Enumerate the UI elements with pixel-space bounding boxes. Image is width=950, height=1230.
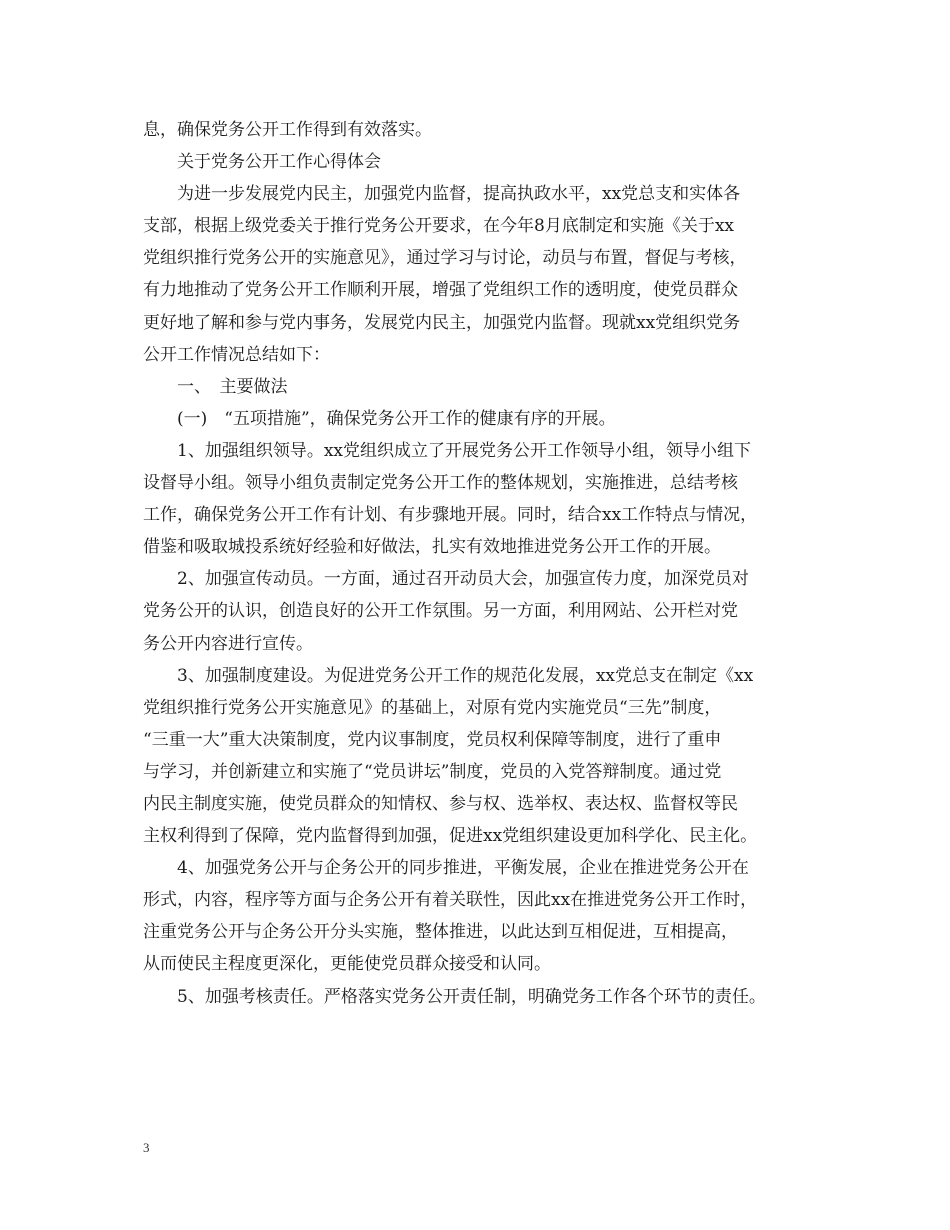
section-title: 关于党务公开工作心得体会 [143, 152, 381, 173]
text-line: 内民主制度实施，使党员群众的知情权、参与权、选举权、表达权、监督权等民 [143, 793, 738, 814]
text-line: “三重一大”重大决策制度，党内议事制度，党员权利保障等制度，进行了重申 [143, 729, 722, 750]
text-line: 为进一步发展党内民主，加强党内监督，提高执政水平，xx党总支和实体各 [143, 184, 741, 205]
text-line: 工作，确保党务公开工作有计划、有步骤地开展。同时，结合xx工作特点与情况， [143, 505, 758, 526]
section-heading: 一、 主要做法 [143, 376, 288, 397]
text-line: 4、加强党务公开与企务公开的同步推进，平衡发展，企业在推进党务公开在 [143, 858, 749, 879]
page-number: 3 [143, 1140, 150, 1155]
text-line: 党组织推行党务公开实施意见》的基础上，对原有党内实施党员“三先”制度， [143, 697, 722, 718]
text-line: 息，确保党务公开工作得到有效落实。 [143, 120, 432, 140]
text-line: 从而使民主程度更深化，更能使党员群众接受和认同。 [143, 954, 551, 975]
text-line: 设督导小组。领导小组负责制定党务公开工作的整体规划，实施推进，总结考核 [143, 473, 738, 494]
text-line: 注重党务公开与企务公开分头实施，整体推进，以此达到互相促进，互相提高， [143, 922, 738, 943]
text-line: 主权利得到了保障，党内监督得到加强，促进xx党组织建设更加科学化、民主化。 [143, 826, 758, 847]
text-line: 1、加强组织领导。xx党组织成立了开展党务公开工作领导小组，领导小组下 [143, 440, 751, 461]
text-line: 更好地了解和参与党内事务，发展党内民主，加强党内监督。现就xx党组织党务 [143, 312, 741, 333]
text-line: 2、加强宣传动员。一方面，通过召开动员大会，加强宣传力度，加深党员对 [143, 569, 749, 590]
text-line: 务公开内容进行宣传。 [143, 633, 313, 654]
text-line: 有力地推动了党务公开工作顺利开展，增强了党组织工作的透明度，使党员群众 [143, 280, 738, 301]
text-line: 党组织推行党务公开的实施意见》，通过学习与讨论，动员与布置，督促与考核， [143, 248, 747, 269]
text-line: 党务公开的认识，创造良好的公开工作氛围。另一方面，利用网站、公开栏对党 [143, 601, 738, 622]
subsection-heading: (一) “五项措施”，确保党务公开工作的健康有序的开展。 [143, 408, 616, 429]
text-line: 形式，内容，程序等方面与企务公开有着关联性，因此xx在推进党务公开工作时， [143, 890, 758, 911]
text-line: 5、加强考核责任。严格落实党务公开责任制，明确党务工作各个环节的责任。 [143, 986, 766, 1007]
text-line: 3、加强制度建设。为促进党务公开工作的规范化发展，xx党总支在制定《xx [143, 665, 754, 686]
text-line: 支部，根据上级党委关于推行党务公开要求，在今年8月底制定和实施《关于xx [143, 216, 734, 237]
text-line: 与学习，并创新建立和实施了“党员讲坛”制度，党员的入党答辩制度。通过党 [143, 761, 722, 782]
text-line: 公开工作情况总结如下： [143, 344, 330, 365]
text-line: 借鉴和吸取城投系统好经验和好做法，扎实有效地推进党务公开工作的开展。 [143, 537, 721, 558]
document-body [143, 114, 811, 1013]
